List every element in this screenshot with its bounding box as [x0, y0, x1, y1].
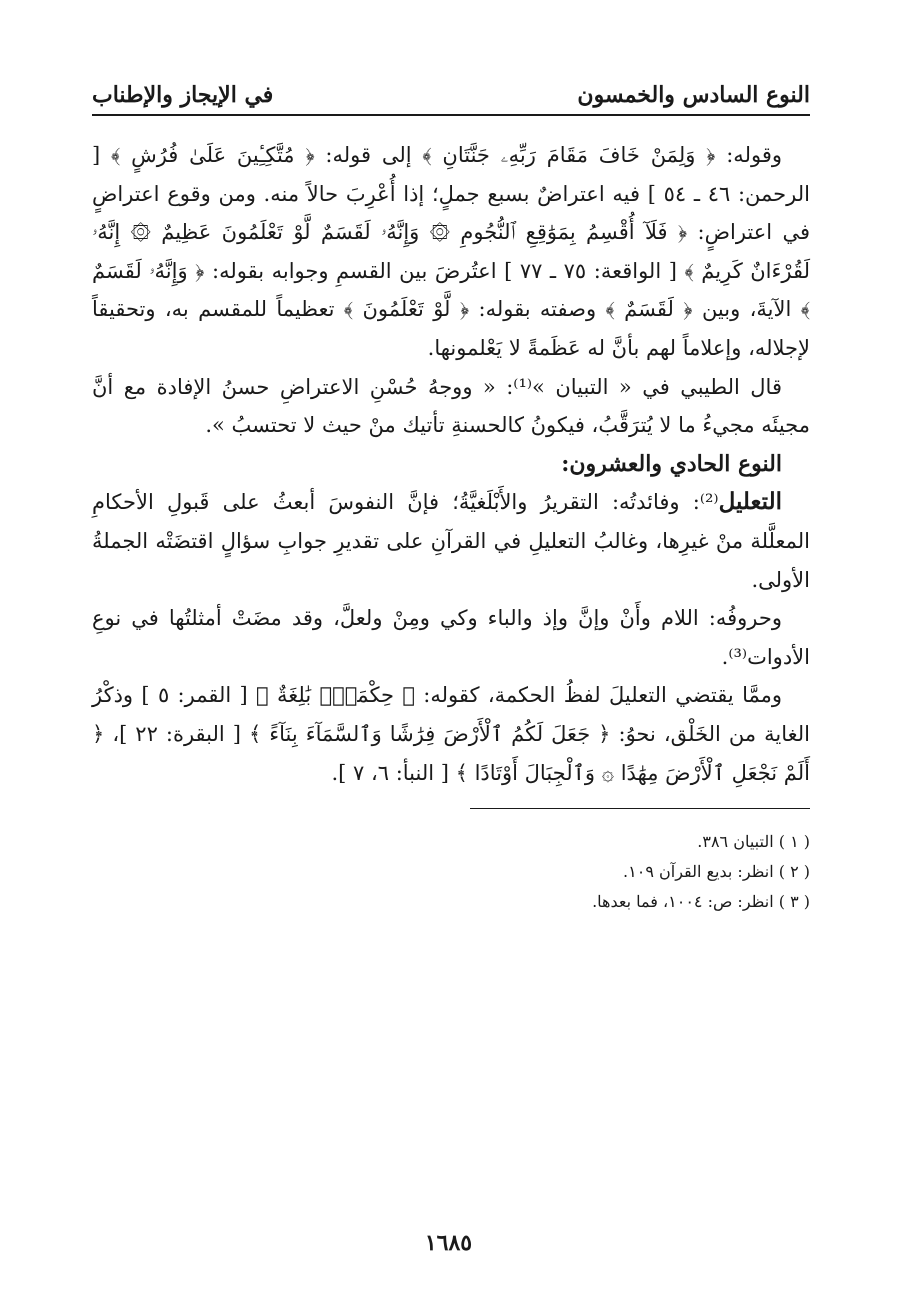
- section-heading: النوع الحادي والعشرون:: [561, 450, 782, 477]
- term-taalil: التعليل: [718, 488, 782, 516]
- footnote-3: ( ٣ ) انظر: ص: ١٠٠٤، فما بعدها.: [592, 892, 810, 912]
- running-header: [92, 68, 810, 116]
- paragraph-4: وحروفُه: اللام وأَنْ وإنَّ وإذ والباء وكي ومِنْ ولعلَّ، وقد مضَتْ أمثلتُها في نوعِ الأدوات⁽³⁾.: [92, 606, 810, 669]
- header-topic-title: في الإيجاز والإطناب: [92, 82, 274, 108]
- paragraph-3: [92, 483, 810, 599]
- paragraph-2: قال الطيبي في « التبيان »⁽¹⁾: « ووجهُ حُسْنِ الاعتراضِ حسنُ الإفادة مع أنَّ مجيئَه مجيءُ ما لا يُترَقَّبُ، فيكونُ كالحسنةِ تأتيك منْ حيث لا تحتسبُ ».: [92, 374, 810, 438]
- footnote-1: ( ١ ) التبيان ٣٨٦.: [697, 832, 810, 852]
- main-text: [92, 136, 810, 792]
- footnote-separator: [470, 808, 810, 809]
- paragraph-3-text: ⁽²⁾: وفائدتُه: التقريرُ والأَبْلَغيَّةُ؛ فإنَّ النفوسَ أبعثُ على قَبولِ الأحكامِ المعلَّلة منْ غيرِها، وغالبُ التعليلِ في القرآنِ على تقديرِ جوابِ سؤالٍ اقتضَتْه الجملةُ الأولى.: [92, 490, 810, 592]
- paragraph-1: وقوله: ﴿ وَلِمَنْ خَافَ مَقَامَ رَبِّهِۦ جَنَّتَانِ ﴾ إلى قوله: ﴿ مُتَّكِـِٔينَ عَلَىٰ فُرُشٍ ﴾ [ الرحمن: ٤٦ ـ ٥٤ ] فيه اعتراضٌ بسبع جملٍ؛ إذا أُعْرِبَ حالاً منه. ومن وقوع اعتراضٍ في اعتراضٍ: ﴿ فَلَآ أُقْسِمُ بِمَوَٰقِعِ ٱلنُّجُومِ ۞ وَإِنَّهُۥ لَقَسَمٌ لَّوْ تَعْلَمُونَ عَظِيمٌ ۞ إِنَّهُۥ لَقُرْءَانٌ كَرِيمٌ ﴾ [ الواقعة: ٧٥ ـ ٧٧ ] اعتُرضَ بين القسمِ وجوابه بقوله: ﴿ وَإِنَّهُۥ لَقَسَمٌ ﴾ الآيةَ، وبين ﴿ لَقَسَمٌ ﴾ وصفته بقوله: ﴿ لَّوْ تَعْلَمُونَ ﴾ تعظيماً للمقسم به، وتحقيقاً لإجلاله، وإعلاماً لهم بأنَّ له عَظَمةً لا يَعْلمونها.: [92, 143, 810, 360]
- header-chapter-title: النوع السادس والخمسون: [577, 82, 810, 108]
- paragraph-5: وممَّا يقتضي التعليلَ لفظُ الحكمة، كقوله: ﴿ حِكْمَةٌۢ بَٰلِغَةٌ ﴾ [ القمر: ٥ ] وذكْرُ الغاية من الخَلْق، نحوُ: ﴿ جَعَلَ لَكُمُ ٱلْأَرْضَ فِرَٰشًا وَٱلسَّمَآءَ بِنَآءً ﴾ [ البقرة: ٢٢ ]، ﴿ أَلَمْ نَجْعَلِ ٱلْأَرْضَ مِهَٰدًا ۞ وَٱلْجِبَالَ أَوْتَادًا ﴾ [ النبأ: ٦، ٧ ].: [92, 683, 810, 785]
- footnotes: [92, 827, 810, 917]
- footnote-2: ( ٢ ) انظر: بديع القرآن ١٠٩.: [623, 862, 810, 882]
- page-number: ١٦٨٥: [424, 1230, 473, 1256]
- page: [92, 68, 810, 917]
